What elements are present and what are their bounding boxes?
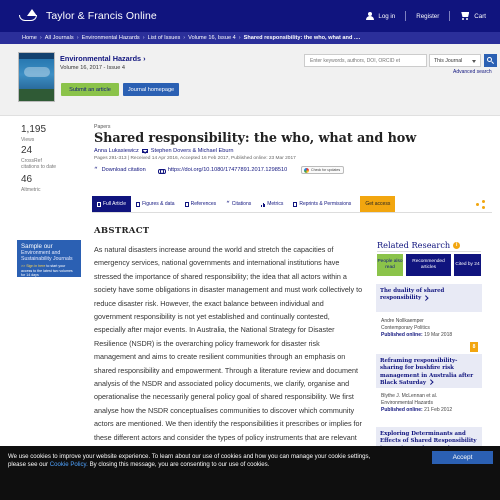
tab-people-also-read[interactable]: People also read — [377, 254, 403, 276]
get-access-button[interactable]: Get access — [360, 196, 395, 212]
download-citation-link[interactable]: Download citation — [101, 167, 146, 173]
submit-article-button[interactable]: Submit an article — [61, 83, 119, 96]
journal-homepage-button[interactable]: Journal homepage — [123, 83, 179, 96]
cookie-text: We use cookies to improve your website experience. To learn about our use of cookies and how you can manage your cookie settings, — [8, 453, 371, 460]
tab-label: Reprints & Permissions — [299, 201, 352, 207]
journal-header — [0, 44, 500, 116]
tab-recommended-articles[interactable]: Recommended articles — [406, 254, 451, 276]
divider — [449, 11, 450, 21]
login-label: Log in — [378, 12, 396, 20]
cookie-policy-link[interactable]: Cookie Policy. — [49, 460, 88, 468]
journal-title-link[interactable] — [60, 54, 146, 63]
chevron-right-icon: › — [238, 35, 241, 41]
journal-title: Environmental Hazards — [60, 54, 142, 63]
cookie-message — [8, 453, 428, 468]
chevron-right-icon: › — [39, 35, 42, 41]
related-article-author: Andre Nollkaemper — [381, 318, 424, 324]
cookie-banner — [0, 446, 500, 500]
sample-subject: Environment and Sustainability Journals — [21, 250, 73, 262]
tab-label: Metrics — [267, 201, 284, 207]
related-article-title: Reframing responsibility-sharing for bushfire risk management in Australia after Black Saturday — [380, 358, 474, 386]
chevron-right-icon: › — [183, 35, 186, 41]
user-icon — [366, 12, 374, 21]
link-icon — [158, 168, 164, 173]
tab-figures[interactable] — [131, 196, 180, 212]
quote-icon: “ — [94, 165, 98, 174]
article-type: Papers — [94, 124, 111, 130]
info-icon[interactable]: i — [453, 242, 460, 249]
login-link[interactable] — [366, 12, 395, 21]
image-icon — [136, 202, 140, 207]
related-article-meta — [381, 393, 452, 414]
cookie-text: By closing this message, you are consenting to our use of cookies. — [89, 460, 270, 468]
tab-citations[interactable] — [221, 196, 256, 212]
share-icon[interactable] — [476, 200, 485, 209]
sample-offer — [21, 264, 77, 278]
related-research-title: Related Research — [377, 240, 451, 250]
sample-journals-promo[interactable] — [17, 240, 81, 277]
sample-offer-text: to start your access to the latest two volumes for 14 days — [21, 264, 73, 277]
related-article-meta — [381, 318, 452, 339]
views-label: Views — [21, 137, 35, 143]
check-updates-label: Check for updates — [311, 168, 341, 172]
breadcrumb-home[interactable]: Home — [22, 35, 37, 41]
related-article-title: The duality of shared responsibility — [380, 288, 445, 302]
email-icon[interactable] — [142, 149, 148, 154]
accept-cookies-button[interactable]: Accept — [432, 451, 493, 464]
quote-icon: “ — [226, 199, 230, 208]
altmetric-count[interactable]: 46 — [21, 174, 33, 185]
author-link[interactable]: Anna Lukasiewicz — [94, 148, 139, 154]
breadcrumb-current: Shared responsibility: the who, what and .... — [243, 35, 361, 41]
chevron-right-icon — [428, 380, 433, 385]
related-article-journal: Contemporary Politics — [381, 325, 430, 331]
journal-cover-image[interactable] — [18, 52, 55, 102]
breadcrumb-journal[interactable]: Environmental Hazards — [81, 35, 140, 41]
sample-title: Sample our — [21, 243, 53, 250]
crossmark-icon — [304, 168, 309, 173]
tab-label: Citations — [231, 201, 252, 207]
breadcrumb — [0, 32, 500, 44]
divider — [405, 11, 406, 21]
related-article-date: Published online: 21 Feb 2012 — [381, 407, 453, 413]
chevron-right-icon: › — [142, 35, 145, 41]
printer-icon — [293, 202, 297, 207]
related-article-card[interactable] — [376, 354, 482, 388]
tf-logo[interactable] — [17, 9, 157, 23]
book-icon — [185, 202, 189, 207]
related-article-author: Blythe J. McLennan et al. — [381, 393, 438, 399]
advanced-search-link[interactable]: Advanced search — [453, 69, 492, 75]
article-title: Shared responsibility: the who, what and how — [94, 131, 417, 146]
search-scope-value: This Journal — [434, 57, 463, 64]
chevron-down-icon — [472, 60, 476, 63]
crossref-label: CrossRef citations to date — [21, 158, 57, 170]
tab-label: Full Article — [103, 201, 127, 207]
article-tabs — [92, 196, 492, 213]
tab-full-article[interactable] — [92, 196, 131, 212]
citation-row — [94, 167, 287, 173]
related-article-title: Exploring Determinants and Effects of Shared Responsibility — [380, 431, 477, 445]
tab-cited-by[interactable]: Cited by 24 — [454, 254, 481, 276]
views-count: 1,195 — [21, 124, 47, 135]
related-article-card[interactable] — [376, 284, 482, 312]
publication-info: Pages 291-313 | Received 14 Apr 2016, Accepted 16 Feb 2017, Published online: 23 Mar 2017 — [94, 156, 296, 161]
related-article-date: Published online: 19 Mar 2018 — [381, 332, 453, 338]
cookie-text: please see our — [8, 460, 48, 468]
search-button[interactable] — [484, 54, 497, 67]
register-link[interactable]: Register — [416, 12, 440, 20]
ship-logo-icon — [17, 9, 42, 23]
abstract-body: As natural disasters increase around the world and stretch the capacities of emergency services, national governments and international institutions have stressed the importance of shared responsibility; the idea that all actors within a society have some obligations in disaster management and must work collectively to reduce disaster risk. However, the exact balance between individual and government responsibility is not yet established and continually contested, especially after major events. In Australia, the National Strategy for Disaster Resilience (NSDR) is the overarching policy framework for disaster risk management and aims to create resilient communities through an emphasis on shared responsibility and empowerment. Through a literature review and document analysis of the NSDR and associated policy documents, we clarify, organise and operationalise the necessarily general policy goal of shared responsibility. We first analyse how the NSDR conceptualises communities to discover which community actors are mentioned. We then identify the responsibilities it prescribes or implies for these different actors and consider the types of policy instruments that are relevant — [94, 245, 363, 442]
tab-references[interactable] — [180, 196, 222, 212]
doi-link[interactable]: https://doi.org/10.1080/17477891.2017.1298510 — [167, 167, 288, 173]
bar-chart-icon — [261, 202, 265, 207]
related-article-journal: Environmental Hazards — [381, 400, 433, 406]
breadcrumb-volume[interactable]: Volume 16, Issue 4 — [188, 35, 236, 41]
check-for-updates-button[interactable] — [301, 166, 344, 174]
tab-label: Figures & data — [142, 201, 175, 207]
altmetric-label: Altmetric — [21, 187, 41, 193]
search-input[interactable] — [304, 54, 427, 67]
chevron-right-icon: › — [76, 35, 79, 41]
document-icon — [97, 202, 101, 207]
divider — [377, 251, 481, 252]
chevron-right-icon — [423, 295, 428, 300]
search-scope-select[interactable] — [429, 54, 481, 67]
related-research-heading — [377, 240, 460, 250]
crossref-count[interactable]: 24 — [21, 145, 33, 156]
brand-name: Taylor & Francis Online — [46, 10, 157, 22]
top-header — [0, 0, 500, 32]
tab-metrics[interactable] — [256, 196, 288, 212]
author-link[interactable]: Stephen Dovers & Michael Eburn — [150, 148, 234, 154]
abstract-heading: ABSTRACT — [94, 226, 150, 236]
cart-icon — [460, 12, 470, 20]
tab-reprints[interactable] — [288, 196, 356, 212]
journal-volume: Volume 16, 2017 - Issue 4 — [60, 65, 125, 71]
sample-signin-link[interactable]: >> Sign in here — [21, 264, 46, 268]
breadcrumb-all-journals[interactable]: All Journals — [44, 35, 74, 41]
tab-label: References — [190, 201, 217, 207]
authors — [94, 148, 234, 154]
altmetric-badge[interactable]: 8 — [470, 342, 478, 352]
breadcrumb-issues[interactable]: List of Issues — [147, 35, 181, 41]
cart-link[interactable] — [460, 12, 486, 20]
related-tabs — [377, 254, 481, 276]
chevron-right-icon: › — [143, 54, 146, 63]
cart-label: Cart — [474, 12, 486, 20]
